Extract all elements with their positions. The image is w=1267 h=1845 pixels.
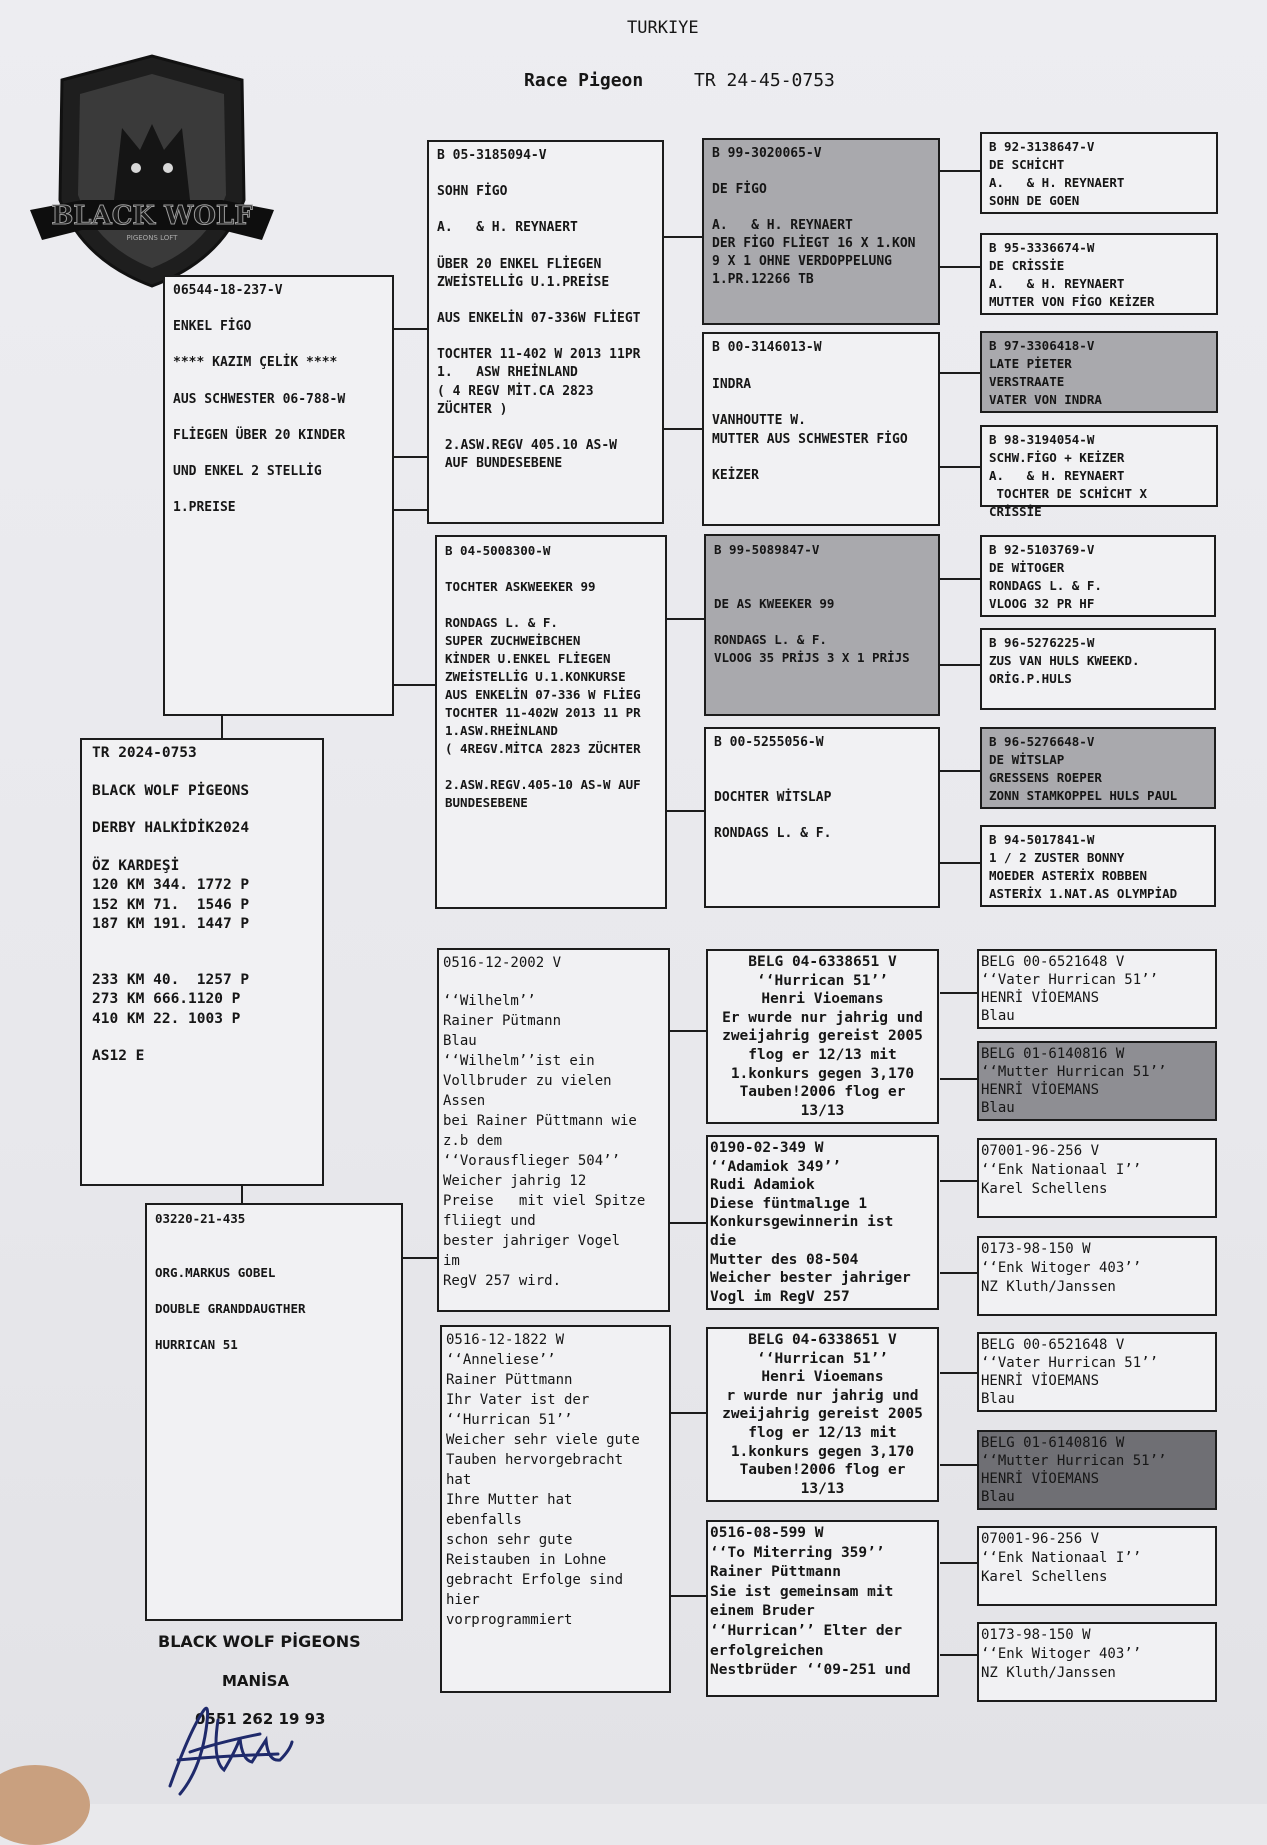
text-line: BELG 04-6338651 V: [748, 1332, 897, 1348]
text-line: bei Rainer Püttmann wie: [443, 1113, 637, 1129]
text-line: Blau: [981, 1391, 1015, 1407]
connector: [938, 466, 980, 468]
text-line: zweijahrig gereist 2005: [722, 1028, 923, 1045]
logo-wordmark: BLACK WOLF: [51, 201, 253, 231]
text-line: Tauben!2006 flog er: [739, 1462, 906, 1479]
text-line: DOCHTER WİTSLAP: [714, 789, 832, 805]
connector: [662, 428, 702, 430]
text-line: DE SCHİCHT: [989, 157, 1065, 172]
text-line: SUPER ZUCHWEİBCHEN: [445, 633, 581, 648]
text-line: 273 KM 666.1120 P: [92, 991, 241, 1007]
text-line: BELG 04-6338651 V: [748, 954, 897, 970]
text-line: 03220-21-435: [155, 1211, 246, 1226]
ancestor-box: [980, 331, 1218, 413]
text-line: [155, 1318, 393, 1336]
text-line: Blau: [981, 1489, 1015, 1505]
text-line: 07001-96-256 V: [981, 1531, 1100, 1547]
text-line: RegV 257 wird.: [443, 1273, 562, 1289]
text-line: B 04-5008300-W: [445, 543, 551, 558]
text-line: ‘‘Enk Witoger 403’’: [981, 1260, 1142, 1276]
text-line: UND ENKEL 2 STELLİG: [173, 464, 322, 480]
text-line: ZONN STAMKOPPEL HULS PAUL: [989, 788, 1178, 803]
text-line: 2.ASW.REGV 405.10 AS-W: [437, 438, 618, 454]
great-grandparent-box: [702, 332, 940, 526]
text-line: ‘‘Vorausflieger 504’’: [443, 1153, 621, 1169]
text-line: ZWEİSTELLİG U.1.PREİSE: [437, 274, 610, 290]
ancestor-box: [977, 1138, 1217, 1218]
text-line: 233 KM 40. 1257 P: [92, 971, 250, 988]
text-line: 06544-18-237-V: [173, 283, 283, 298]
dam-box: [145, 1203, 403, 1621]
connector: [389, 328, 427, 330]
text-line: Henri Vioemans: [761, 991, 884, 1008]
text-line: Assen: [443, 1093, 486, 1109]
ancestor-box: [980, 233, 1218, 315]
text-line: ‘‘Mutter Hurrican 51’’: [981, 1064, 1167, 1080]
text-line: Karel Schellens: [981, 1181, 1108, 1197]
text-line: AUS ENKELİN 07-336 W FLİEG: [445, 687, 641, 702]
text-line: RONDAGS L. & F.: [989, 578, 1102, 593]
text-line: HENRİ VİOEMANS: [981, 1373, 1100, 1389]
text-line: ORİG.P.HULS: [989, 671, 1072, 686]
text-line: ORG.MARKUS GOBEL: [155, 1265, 276, 1280]
text-line: die: [710, 1232, 737, 1249]
connector: [668, 1222, 706, 1224]
text-line: Rainer Püttmann: [446, 1372, 573, 1388]
document-title: Race Pigeon: [524, 70, 644, 91]
text-line: SOHN FİGO: [437, 184, 508, 200]
text-line: vorprogrammiert: [446, 1612, 573, 1628]
text-line: [92, 953, 312, 971]
text-line: [437, 419, 654, 437]
text-line: TR 2024-0753: [92, 745, 197, 761]
text-line: hat: [446, 1472, 472, 1488]
text-line: ‘‘Hurrican 51’’: [757, 1350, 888, 1367]
text-line: 0516-12-1822 W: [446, 1332, 565, 1348]
text-line: Tauben!2006 flog er: [739, 1084, 906, 1101]
text-line: B 98-3194054-W: [989, 432, 1095, 447]
text-line: MUTTER VON FİGO KEİZER: [989, 294, 1155, 309]
text-line: NZ Kluth/Janssen: [981, 1279, 1116, 1295]
handwritten-signature: [160, 1690, 320, 1800]
text-line: [173, 300, 384, 318]
connector: [664, 810, 704, 812]
text-line: DE WİTSLAP: [989, 752, 1065, 767]
text-line: [714, 577, 930, 595]
text-line: B 97-3306418-V: [989, 338, 1095, 353]
text-line: ‘‘Hurrican 51’’: [446, 1412, 573, 1428]
text-line: FLİEGEN ÜBER 20 KINDER: [173, 427, 346, 443]
text-line: ‘‘Adamiok 349’’: [710, 1158, 841, 1175]
country-heading: TURKIYE: [627, 18, 699, 38]
connector: [389, 509, 427, 511]
text-line: A. & H. REYNAERT: [437, 220, 578, 236]
text-line: [445, 758, 657, 776]
great-grandparent-box: [706, 1327, 939, 1502]
text-line: A. & H. REYNAERT: [712, 218, 853, 233]
connector: [399, 1257, 437, 1259]
text-line: [155, 1282, 393, 1300]
ancestor-box: [977, 1526, 1217, 1606]
text-line: ‘‘To Miterring 359’’: [710, 1544, 885, 1561]
text-line: 1.konkurs gegen 3,170: [730, 1065, 915, 1082]
text-line: 0173-98-150 W: [981, 1627, 1091, 1643]
text-line: Rainer Püttmann: [710, 1564, 841, 1581]
text-line: Weicher bester jahriger: [710, 1270, 911, 1287]
text-line: Weicher jahrig 12: [443, 1173, 587, 1189]
text-line: 13/13: [800, 1102, 845, 1119]
text-line: BLACK WOLF PİGEONS: [92, 782, 250, 799]
text-line: 0190-02-349 W: [710, 1140, 824, 1156]
grandparent-box: [427, 140, 664, 524]
text-line: 0516-12-2002 V: [443, 955, 562, 971]
text-line: ZÜCHTER ): [437, 401, 508, 417]
text-line: 9 X 1 OHNE VERDOPPELUNG: [712, 254, 893, 269]
text-line: ENKEL FİGO: [173, 319, 252, 335]
text-line: Vogl im RegV 257: [710, 1288, 850, 1305]
text-line: KEİZER: [712, 468, 759, 483]
text-line: 1.PR.12266 TB: [712, 272, 814, 287]
text-line: 1 / 2 ZUSTER BONNY: [989, 850, 1125, 865]
text-line: ‘‘Anneliese’’: [446, 1352, 556, 1368]
text-line: B 94-5017841-W: [989, 832, 1095, 847]
text-line: 187 KM 191. 1447 P: [92, 916, 250, 932]
ancestor-box: [977, 1332, 1217, 1412]
text-line: [714, 807, 930, 825]
text-line: VLOOG 35 PRİJS 3 X 1 PRİJS: [714, 650, 910, 665]
text-line: RONDAGS L. & F.: [714, 826, 832, 841]
text-line: Blau: [443, 1033, 477, 1049]
text-line: erfolgreichen: [710, 1642, 824, 1659]
text-line: KİNDER U.ENKEL FLİEGEN: [445, 651, 611, 666]
text-line: AUF BUNDESEBENE: [437, 456, 563, 472]
connector: [938, 862, 980, 864]
text-line: 410 KM 22. 1003 P: [92, 1010, 241, 1027]
text-line: [714, 753, 930, 771]
text-line: ‘‘Wilhelm’’: [443, 993, 536, 1009]
ancestor-box: [977, 1430, 1217, 1510]
text-line: 1.konkurs gegen 3,170: [730, 1443, 915, 1460]
text-line: schon sehr gute: [446, 1532, 573, 1548]
connector: [938, 372, 980, 374]
text-line: ‘‘Enk Nationaal I’’: [981, 1162, 1142, 1178]
text-line: Karel Schellens: [981, 1569, 1108, 1585]
text-line: BELG 01-6140816 W: [981, 1046, 1125, 1062]
text-line: ( 4REGV.MİTCA 2823 ZÜCHTER: [445, 741, 641, 756]
text-line: B 95-3336674-W: [989, 240, 1095, 255]
text-line: bester jahriger Vogel: [443, 1233, 621, 1249]
footer-city: MANİSA: [222, 1672, 290, 1690]
text-line: LATE PİETER: [989, 356, 1072, 371]
text-line: HENRİ VİOEMANS: [981, 1471, 1100, 1487]
text-line: BELG 00-6521648 V: [981, 1337, 1125, 1353]
text-line: [173, 481, 384, 499]
grandparent-box: [440, 1325, 671, 1693]
text-line: [714, 559, 930, 577]
connector: [938, 170, 980, 172]
text-line: CRİSSİE: [989, 504, 1042, 519]
text-line: [437, 238, 654, 256]
text-line: BELG 01-6140816 W: [981, 1435, 1125, 1451]
text-line: [173, 409, 384, 427]
text-line: TOCHTER DE SCHİCHT X: [989, 486, 1148, 501]
text-line: Weicher sehr viele gute: [446, 1432, 640, 1448]
text-line: SOHN DE GOEN: [989, 193, 1080, 208]
text-line: TOCHTER ASKWEEKER 99: [445, 579, 596, 594]
text-line: [712, 394, 930, 412]
text-line: hier: [446, 1592, 480, 1608]
text-line: B 00-3146013-W: [712, 340, 822, 355]
text-line: Reistauben in Lohne: [446, 1552, 607, 1568]
connector: [940, 992, 980, 994]
connector: [668, 1412, 706, 1414]
text-line: ‘‘Hurrican 51’’: [757, 972, 888, 989]
ancestor-box: [980, 425, 1218, 519]
connector: [940, 1272, 980, 1274]
text-line: [443, 973, 666, 991]
text-line: Henri Vioemans: [761, 1369, 884, 1386]
text-line: [92, 801, 312, 819]
subject-pigeon-box: [80, 738, 324, 1186]
text-line: [712, 358, 930, 376]
text-line: B 92-3138647-V: [989, 139, 1095, 154]
text-line: [173, 445, 384, 463]
text-line: ‘‘Wilhelm’’ist ein: [443, 1053, 595, 1069]
text-line: 1.PREISE: [173, 500, 236, 516]
text-line: 2.ASW.REGV.405-10 AS-W AUF: [445, 777, 641, 792]
text-line: INDRA: [712, 376, 752, 392]
text-line: gebracht Erfolge sind: [446, 1572, 624, 1588]
text-line: DE AS KWEEKER 99: [714, 596, 835, 611]
text-line: [714, 613, 930, 631]
text-line: ‘‘Vater Hurrican 51’’: [981, 972, 1159, 988]
text-line: r wurde nur jahrig und: [726, 1387, 919, 1404]
text-line: B 05-3185094-V: [437, 148, 547, 163]
text-line: Blau: [981, 1100, 1015, 1116]
text-line: HURRICAN 51: [155, 1337, 238, 1352]
text-line: Rainer Pütmann: [443, 1013, 562, 1029]
text-line: Blau: [981, 1008, 1015, 1024]
text-line: z.b dem: [443, 1133, 503, 1149]
footer-loft-name: BLACK WOLF PİGEONS: [158, 1632, 361, 1651]
text-line: ÜBER 20 ENKEL FLİEGEN: [437, 256, 602, 272]
text-line: A. & H. REYNAERT: [989, 276, 1125, 291]
black-wolf-logo: [22, 50, 282, 290]
text-line: VERSTRAATE: [989, 374, 1065, 389]
text-line: [437, 328, 654, 346]
text-line: ‘‘Enk Witoger 403’’: [981, 1646, 1142, 1662]
text-line: AS12 E: [92, 1048, 145, 1064]
text-line: [92, 935, 312, 953]
text-line: TOCHTER 11-402 W 2013 11PR: [437, 347, 641, 363]
connector: [662, 236, 702, 238]
text-line: ÖZ KARDEŞİ: [92, 857, 180, 874]
text-line: A. & H. REYNAERT: [989, 468, 1125, 483]
sire-box: [163, 275, 394, 716]
text-line: [155, 1228, 393, 1246]
text-line: [712, 163, 930, 181]
text-line: ‘‘Hurrican’’ Elter der: [710, 1622, 903, 1639]
text-line: ( 4 REGV MİT.CA 2823: [437, 383, 594, 399]
text-line: [92, 839, 312, 857]
text-line: MUTTER AUS SCHWESTER FİGO: [712, 431, 908, 447]
text-line: [445, 560, 657, 578]
great-grandparent-box: [704, 534, 940, 716]
text-line: zweijahrig gereist 2005: [722, 1406, 923, 1423]
connector: [389, 456, 427, 458]
text-line: 1. ASW RHEİNLAND: [437, 365, 578, 381]
text-line: Ihre Mutter hat: [446, 1492, 573, 1508]
text-line: ZWEİSTELLİG U.1.KONKURSE: [445, 669, 626, 684]
text-line: NZ Kluth/Janssen: [981, 1665, 1116, 1681]
text-line: [437, 201, 654, 219]
text-line: BUNDESEBENE: [445, 795, 528, 810]
text-line: einem Bruder: [710, 1603, 815, 1620]
ancestor-box: [980, 132, 1218, 214]
text-line: DOUBLE GRANDDAUGTHER: [155, 1301, 306, 1316]
text-line: [445, 596, 657, 614]
text-line: [92, 1029, 312, 1047]
ancestor-box: [977, 1622, 1217, 1702]
text-line: 0516-08-599 W: [710, 1525, 824, 1541]
grandparent-box: [437, 948, 670, 1312]
text-line: [712, 449, 930, 467]
connector: [389, 684, 435, 686]
ancestor-box: [980, 628, 1216, 710]
text-line: Konkursgewinnerin ist: [710, 1214, 894, 1231]
text-line: Er wurde nur jahrig und: [722, 1009, 923, 1026]
text-line: 152 KM 71. 1546 P: [92, 896, 250, 913]
text-line: [173, 373, 384, 391]
connector: [664, 618, 704, 620]
text-line: TOCHTER 11-402W 2013 11 PR: [445, 705, 641, 720]
text-line: B 00-5255056-W: [714, 735, 824, 750]
text-line: B 96-5276648-V: [989, 734, 1095, 749]
text-line: 120 KM 344. 1772 P: [92, 877, 250, 893]
text-line: [437, 165, 654, 183]
text-line: [714, 771, 930, 789]
text-line: [155, 1246, 393, 1264]
text-line: ZUS VAN HULS KWEEKD.: [989, 653, 1140, 668]
text-line: [712, 199, 930, 217]
text-line: DERBY HALKİDİK2024: [92, 820, 250, 836]
text-line: 13/13: [800, 1480, 845, 1497]
ancestor-box: [977, 949, 1217, 1029]
text-line: VATER VON INDRA: [989, 392, 1102, 407]
text-line: HENRİ VİOEMANS: [981, 1082, 1100, 1098]
connector: [938, 770, 980, 772]
text-line: VANHOUTTE W.: [712, 413, 806, 428]
text-line: Rudi Adamiok: [710, 1177, 815, 1194]
text-line: flog er 12/13 mit: [748, 1424, 897, 1441]
text-line: B 99-3020065-V: [712, 146, 822, 161]
text-line: im: [443, 1253, 460, 1269]
ring-number: TR 24-45-0753: [694, 70, 835, 91]
connector: [938, 578, 980, 580]
text-line: AUS ENKELİN 07-336W FLİEGT: [437, 311, 641, 327]
text-line: ‘‘Enk Nationaal I’’: [981, 1550, 1142, 1566]
footer-phone: 0551 262 19 93: [195, 1710, 326, 1728]
text-line: 07001-96-256 V: [981, 1143, 1100, 1159]
text-line: ebenfalls: [446, 1512, 522, 1528]
text-line: A. & H. REYNAERT: [989, 175, 1125, 190]
text-line: 1.ASW.RHEİNLAND: [445, 723, 558, 738]
connector: [940, 1464, 980, 1466]
text-line: B 99-5089847-V: [714, 542, 820, 557]
text-line: DE WİTOGER: [989, 560, 1065, 575]
text-line: AUS SCHWESTER 06-788-W: [173, 391, 346, 407]
text-line: [92, 764, 312, 782]
text-line: Ihr Vater ist der: [446, 1392, 590, 1408]
text-line: Preise mit viel Spitze: [443, 1193, 646, 1209]
logo-subtext: PIGEONS LOFT: [126, 234, 178, 242]
great-grandparent-box: [702, 138, 940, 325]
ancestor-box: [977, 1041, 1217, 1121]
text-line: flog er 12/13 mit: [748, 1046, 897, 1063]
connector: [938, 664, 980, 666]
text-line: ‘‘Mutter Hurrican 51’’: [981, 1453, 1167, 1469]
text-line: DE CRİSSİE: [989, 258, 1065, 273]
text-line: RONDAGS L. & F.: [714, 632, 827, 647]
connector: [940, 1372, 980, 1374]
connector: [940, 1562, 980, 1564]
text-line: BELG 00-6521648 V: [981, 954, 1125, 970]
thumb-in-photo: [0, 1765, 90, 1845]
text-line: Diese füntmalıge 1: [710, 1195, 868, 1212]
ancestor-box: [980, 727, 1216, 809]
text-line: Sie ist gemeinsam mit: [710, 1583, 894, 1600]
connector: [668, 1595, 706, 1597]
text-line: DE FİGO: [712, 182, 767, 197]
text-line: MOEDER ASTERİX ROBBEN: [989, 868, 1148, 883]
great-grandparent-box: [704, 727, 940, 908]
connector: [668, 1030, 706, 1032]
text-line: [437, 292, 654, 310]
grandparent-box: [435, 535, 667, 909]
text-line: Mutter des 08-504: [710, 1251, 859, 1268]
connector: [940, 1180, 980, 1182]
text-line: VLOOG 32 PR HF: [989, 596, 1095, 611]
text-line: B 92-5103769-V: [989, 542, 1095, 557]
text-line: fliiegt und: [443, 1213, 536, 1229]
text-line: **** KAZIM ÇELİK ****: [173, 355, 338, 371]
text-line: B 96-5276225-W: [989, 635, 1095, 650]
text-line: SCHW.FİGO + KEİZER: [989, 450, 1125, 465]
text-line: RONDAGS L. & F.: [445, 615, 558, 630]
great-grandparent-box: [706, 949, 939, 1124]
ancestor-box: [977, 1236, 1217, 1316]
text-line: Vollbruder zu vielen: [443, 1073, 612, 1089]
text-line: GRESSENS ROEPER: [989, 770, 1102, 785]
text-line: 0173-98-150 W: [981, 1241, 1091, 1257]
text-line: [173, 336, 384, 354]
ancestor-box: [980, 825, 1216, 907]
text-line: Tauben hervorgebracht: [446, 1452, 624, 1468]
text-line: DER FİGO FLİEGT 16 X 1.KON: [712, 236, 916, 251]
text-line: Nestbrüder ‘‘09-251 und: [710, 1662, 911, 1679]
text-line: ‘‘Vater Hurrican 51’’: [981, 1355, 1159, 1371]
text-line: HENRİ VİOEMANS: [981, 990, 1100, 1006]
connector: [940, 1654, 980, 1656]
ancestor-box: [980, 535, 1216, 617]
great-grandparent-box: [706, 1135, 939, 1310]
connector: [940, 1078, 980, 1080]
connector: [938, 266, 980, 268]
great-grandparent-box: [706, 1520, 939, 1697]
text-line: ASTERİX 1.NAT.AS OLYMPİAD: [989, 886, 1178, 901]
